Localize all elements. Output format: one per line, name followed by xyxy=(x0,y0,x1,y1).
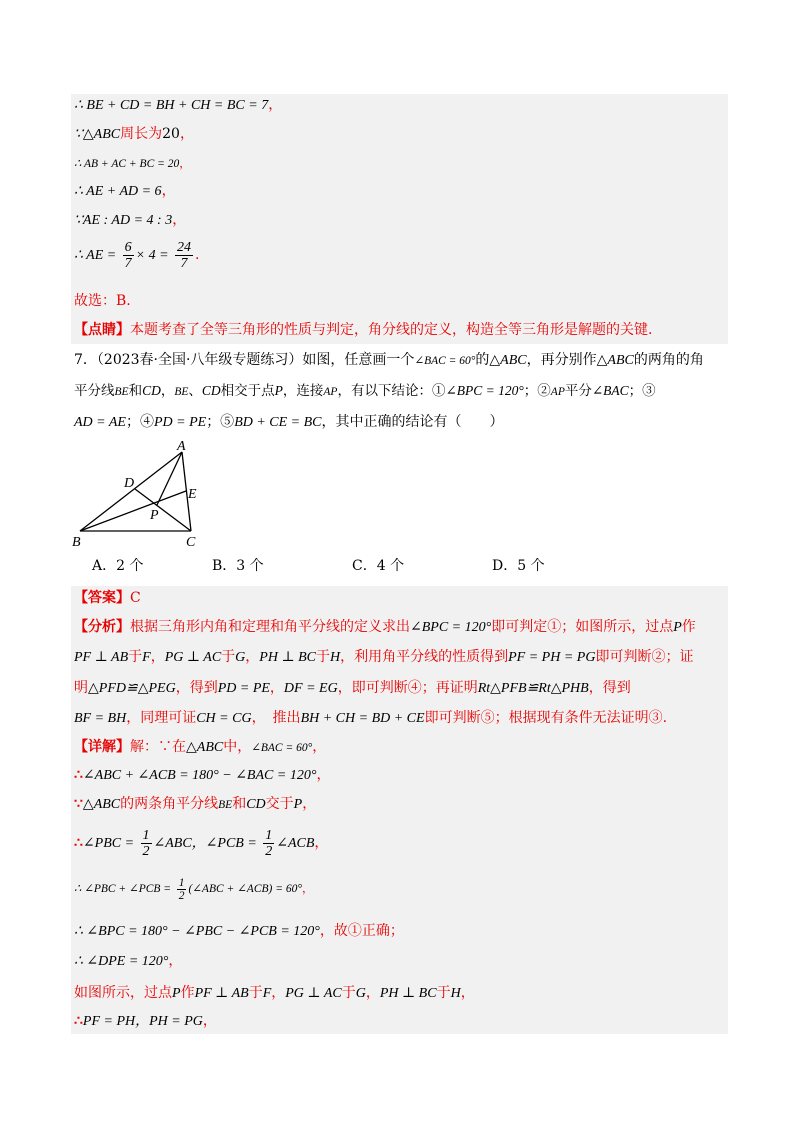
option-c[interactable]: C．4 个 xyxy=(352,558,405,574)
answer-line xyxy=(74,588,141,608)
question-line-3: AD = AE；④PD = PE；⑤BD + CE = BC，其中正确的结论有（ ） xyxy=(74,414,504,430)
prev-line-6: ∴ AE = $\frac{6}{7}$ × 4 = $\frac{24}{7}$ . xyxy=(74,239,200,271)
option-d[interactable]: D．5 个 xyxy=(492,558,545,574)
point-label-d: D xyxy=(124,476,135,491)
comment-tag: 【点睛】 xyxy=(74,322,130,338)
fraction: $\frac{6}{7}$ xyxy=(124,239,132,271)
detail-line-6: ∴ ∠BPC = 180° − ∠PBC − ∠PCB = 120°，故①正确； xyxy=(74,923,404,939)
detail-line-3: ∵△ABC的两条角平分线BE和CD交于P， xyxy=(74,796,317,812)
point-label-e: E xyxy=(188,487,197,502)
detail-line-5: ∴ ∠PBC + ∠PCB = $\frac{1}{2}$ (∠ABC + ∠ACB) = 60°， xyxy=(74,876,314,902)
option-b[interactable]: B．3 个 xyxy=(212,558,264,574)
detail-line-9: ∴PF = PH，PH = PG， xyxy=(74,1013,217,1029)
choice-line: 故选：B. xyxy=(74,293,131,309)
answer-tag: 【答案】 xyxy=(74,590,130,606)
detail-line-2: ∴∠ABC + ∠ACB = 180° − ∠BAC = 120°， xyxy=(74,767,331,783)
prev-line-3: ∴ AB + AC + BC = 20， xyxy=(74,156,191,170)
answer-value: C xyxy=(130,590,141,606)
point-label-a: A xyxy=(177,439,186,454)
analysis-line-4: BF = BH，同理可证CH = CG， 推出BH + CH = BD + CE即可判断⑤；根据现有条件无法证明③. xyxy=(74,710,668,726)
detail-line-1: 【详解】解：∵在△ABC中，∠BAC = 60°， xyxy=(74,739,327,755)
fraction: $\frac{24}{7}$ xyxy=(177,239,192,271)
triangle-figure xyxy=(70,438,220,550)
detail-line-7: ∴ ∠DPE = 120°， xyxy=(74,953,183,969)
fraction: $\frac{1}{2}$ xyxy=(142,827,150,859)
fraction: $\frac{1}{2}$ xyxy=(265,827,273,859)
question-line-2: 平分线BE和CD，BE、CD相交于点P，连接AP，有以下结论：①∠BPC = 120°；②AP平分∠BAC；③ xyxy=(74,383,656,399)
question-line-1: 7．（2023春·全国·八年级专题练习）如图，任意画一个∠BAC = 60°的△ABC，再分别作△ABC的两角的角 xyxy=(74,352,704,368)
fraction: $\frac{1}{2}$ xyxy=(178,876,185,902)
analysis-line-2: PF ⊥ AB于F，PG ⊥ AC于G，PH ⊥ BC于H，利用角平分线的性质得到PF = PH = PG即可判断②；证 xyxy=(74,649,694,665)
detail-line-8: 如图所示，过点P作PF ⊥ AB于F，PG ⊥ AC于G，PH ⊥ BC于H， xyxy=(74,985,475,1001)
equation: ∴ BE + CD = BH + CH = BC = 7 xyxy=(74,98,269,113)
analysis-line-3: 明△PFD≌△PEG，得到PD = PE，DF = EG，即可判断④；再证明Rt△PFB≌Rt△PHB，得到 xyxy=(74,680,631,696)
prev-line-1: ∴ BE + CD = BH + CH = BC = 7， xyxy=(74,97,283,113)
bisector-be xyxy=(80,491,186,531)
prev-line-2: ∵△ABC周长为20， xyxy=(74,126,194,142)
prev-line-4: ∴ AE + AD = 6， xyxy=(74,183,176,199)
point-label-b: B xyxy=(72,535,81,550)
segment-ab xyxy=(80,452,182,531)
prev-line-5: ∵AE : AD = 4 : 3， xyxy=(74,212,187,228)
detail-line-4: ∴∠PBC = $\frac{1}{2}$ ∠ABC，∠PCB = $\frac{1}{2}$ ∠ACB， xyxy=(74,827,329,859)
point-label-p: P xyxy=(150,508,159,523)
comment-line: 【点睛】本题考查了全等三角形的性质与判定，角分线的定义，构造全等三角形是解题的关键. xyxy=(74,322,653,338)
option-a[interactable]: A．2 个 xyxy=(92,558,144,574)
detail-tag: 【详解】 xyxy=(74,739,130,755)
analysis-tag: 【分析】 xyxy=(74,619,130,635)
analysis-line-1: 【分析】根据三角形内角和定理和角平分线的定义求出∠BPC = 120°即可判定①；如图所示，过点P作 xyxy=(74,619,696,635)
point-label-c: C xyxy=(186,535,196,550)
bisector-cd xyxy=(135,489,191,531)
